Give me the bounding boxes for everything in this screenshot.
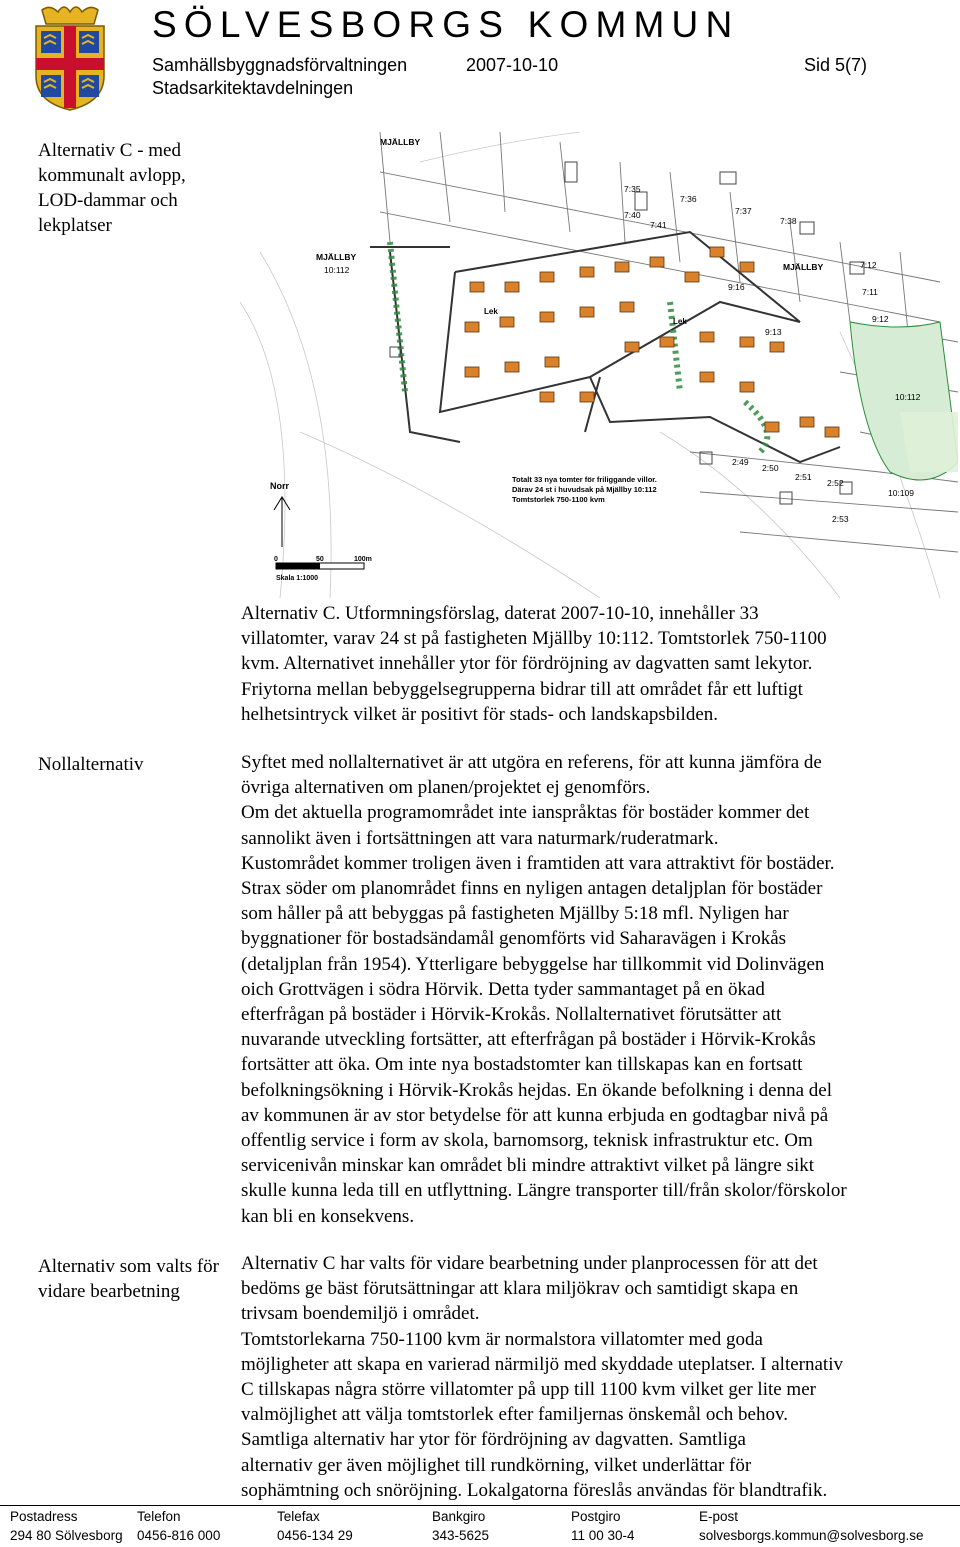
map-label-mjallby-right: MJÄLLBY [783,262,824,272]
text-line: kan bli en konsekvens. [241,1205,415,1227]
text-line: Syftet med nollalternativet är att utgöra en referens, för att kunna jämföra de [241,752,822,773]
text-line: trivsam boendemiljö i området. [241,1303,480,1325]
map-label-711: 7:11 [862,287,878,297]
scale-text: Skala 1:1000 [276,575,319,582]
text-line: servicenivån minskar kan området bli mindre attraktivt vilket på längre sikt [241,1155,814,1177]
footer-label-postadress: Postadress [10,1509,78,1524]
map-label-736: 7:36 [680,194,697,204]
null-alternative-heading: Nollalternativ [38,754,144,775]
text-line: Tomtstorlekarna 750-1100 kvm är normalstora villatomter med goda [241,1328,763,1350]
footer-divider [0,1505,960,1506]
alternative-c-description [241,601,941,727]
text-line: offentlig service i form av skola, barnomsorg, teknisk infrastruktur etc. Om [241,1130,813,1152]
footer-value-telefax: 0456-134 29 [277,1528,353,1543]
text-line: (detaljplan från 1954). Ytterligare bebyggelse har tillkommit vid Dolinvägen [241,953,825,975]
footer-label-epost: E-post [699,1509,739,1524]
map-label-mjallby-top: MJÄLLBY [380,137,421,147]
map-label-737: 7:37 [735,206,752,216]
text-line: fortsätter att öka. Om inte nya bostadstomter kan tillskapas kan en fortsatt [241,1054,803,1076]
map-legend-line-2: Därav 24 st i huvudsak på Mjällby 10:112 [512,485,657,494]
text-line: Alternativ C. Utformningsförslag, daterat 2007-10-10, innehåller 33 [241,603,759,624]
map-label-712: 7:12 [860,260,877,270]
footer-value-postgiro: 11 00 30-4 [571,1528,635,1543]
selected-alternative-heading: Alternativ som valts för vidare bearbetning [38,1256,219,1302]
footer-label-bankgiro: Bankgiro [432,1509,486,1524]
map-north-label: Norr [270,481,290,491]
page-number: Sid 5(7) [804,55,868,75]
organization-title: SÖLVESBORGS KOMMUN [152,4,740,45]
map-label-lek-1: Lek [484,307,498,316]
text-line: sannolikt även i fortsättningen att vara naturmark/ruderatmark. [241,827,719,849]
text-line: Strax söder om planområdet finns en nyligen antagen detaljplan för bostäder [241,878,823,900]
footer-label-postgiro: Postgiro [571,1509,621,1524]
map-label-916: 9:16 [728,282,745,292]
map-label-253: 2:53 [832,514,849,524]
text-line: Friytorna mellan bebyggelsegrupperna bidrar till att området får ett luftigt [241,678,803,700]
text-line: övriga alternativen om planen/projektet ej genomförs. [241,777,651,799]
footer-label-telefax: Telefax [277,1509,320,1524]
footer-value-bankgiro: 343-5625 [432,1528,490,1543]
map-label-741: 7:41 [650,220,667,230]
site-plan-map [240,132,958,598]
text-line: som håller på att bebyggas på fastigheten Mjällby 5:18 mfl. Nyligen har [241,903,789,925]
map-label-249: 2:49 [732,457,749,467]
map-label-mjallby-left: MJÄLLBY [316,252,357,262]
alternative-c-heading: Alternativ C - med kommunalt avlopp, LOD-dammar och lekplatser [38,140,186,236]
text-line: sophämtning och snöröjning. Lokalgatorna föreslås användas för blandtrafik. [241,1479,828,1501]
text-line: möjligheter att skapa en varierad närmiljö med skyddade uteplatser. I alternativ [241,1353,843,1375]
text-line: efterfrågan på bostäder i Hörvik-Krokås. Nollalternativet förutsätter att [241,1004,782,1026]
text-line: byggnationer för bostadsändamål genomförts vid Saharavägen i Krokås [241,928,787,950]
text-line: Samtliga alternativ har ytor för fördröjning av dagvatten. Samtliga [241,1429,746,1451]
map-label-735: 7:35 [624,184,641,194]
text-line: helhetsintryck vilket är positivt för stads- och landskapsbilden. [241,703,719,725]
footer-value-postadress: 294 80 Sölvesborg [10,1528,123,1543]
text-line: av kommunen är av stor betydelse för att kunna erbjuda en godtagbar nivå på [241,1104,829,1126]
footer-value-telefon: 0456-816 000 [137,1528,221,1543]
map-label-251: 2:51 [795,472,812,482]
scale-label-50: 50 [316,556,324,563]
administration-name: Samhällsbyggnadsförvaltningen [152,55,408,75]
department-name: Stadsarkitektavdelningen [152,78,354,98]
text-line: skulle kunna leda till en utflyttning. Längre transporter till/från skolor/förskolor [241,1180,847,1202]
document-date: 2007-10-10 [466,55,559,75]
selected-alternative-text [241,1251,941,1503]
map-label-740: 7:40 [624,210,641,220]
text-line: valmöjlighet att välja tomtstorlek efter familjernas önskemål och behov. [241,1404,788,1426]
text-line: villatomter, varav 24 st på fastigheten Mjällby 10:112. Tomtstorlek 750-1100 [241,628,827,650]
map-legend-line-1: Totalt 33 nya tomter för friliggande villor. [512,475,657,484]
map-label-250: 2:50 [762,463,779,473]
map-label-738: 7:38 [780,216,797,226]
text-line: Alternativ C har valts för vidare bearbetning under planprocessen för att det [241,1253,818,1274]
map-label-lek-2: Lek [673,317,687,326]
scale-label-100: 100m [354,556,372,563]
text-line: kvm. Alternativet innehåller ytor för fördröjning av dagvatten samt lekytor. [241,653,813,675]
footer-label-telefon: Telefon [137,1509,181,1524]
text-line: oich Grottvägen i södra Hörvik. Detta tyder sammantaget på en ökad [241,978,765,1000]
map-label-913: 9:13 [765,327,782,337]
map-legend-line-3: Tomtstorlek 750-1100 kvm [512,495,605,504]
map-label-912: 9:12 [872,314,889,324]
text-line: bedöms ge bäst förutsättningar att klara miljökrav och samtidigt skapa en [241,1278,799,1300]
null-alternative-text [241,750,941,1229]
municipal-crest-logo [30,6,110,112]
map-label-252: 2:52 [827,478,844,488]
map-label-10109: 10:109 [888,488,914,498]
text-line: Kustområdet kommer troligen även i framtiden att vara attraktivt för bostäder. [241,852,835,874]
text-line: befolkningsökning i Hörvik-Krokås hejdas. En ökande befolkning i denna del [241,1079,832,1101]
text-line: C tillskapas några större villatomter på upp till 1100 kvm vilket ger lite mer [241,1379,816,1401]
text-line: nuvarande utveckling fortsätter, att efterfrågan på bostäder i Hörvik-Krokås [241,1029,816,1051]
footer-value-epost[interactable]: solvesborgs.kommun@solvesborg.se [699,1528,924,1543]
text-line: Om det aktuella programområdet inte ianspråktas för bostäder kommer det [241,802,810,824]
map-label-10112-right: 10:112 [895,392,921,402]
scale-label-0: 0 [274,556,278,563]
map-label-parcel-left: 10:112 [324,265,350,275]
text-line: alternativ ger även möjlighet till rundkörning, vilket underlättar för [241,1454,752,1476]
